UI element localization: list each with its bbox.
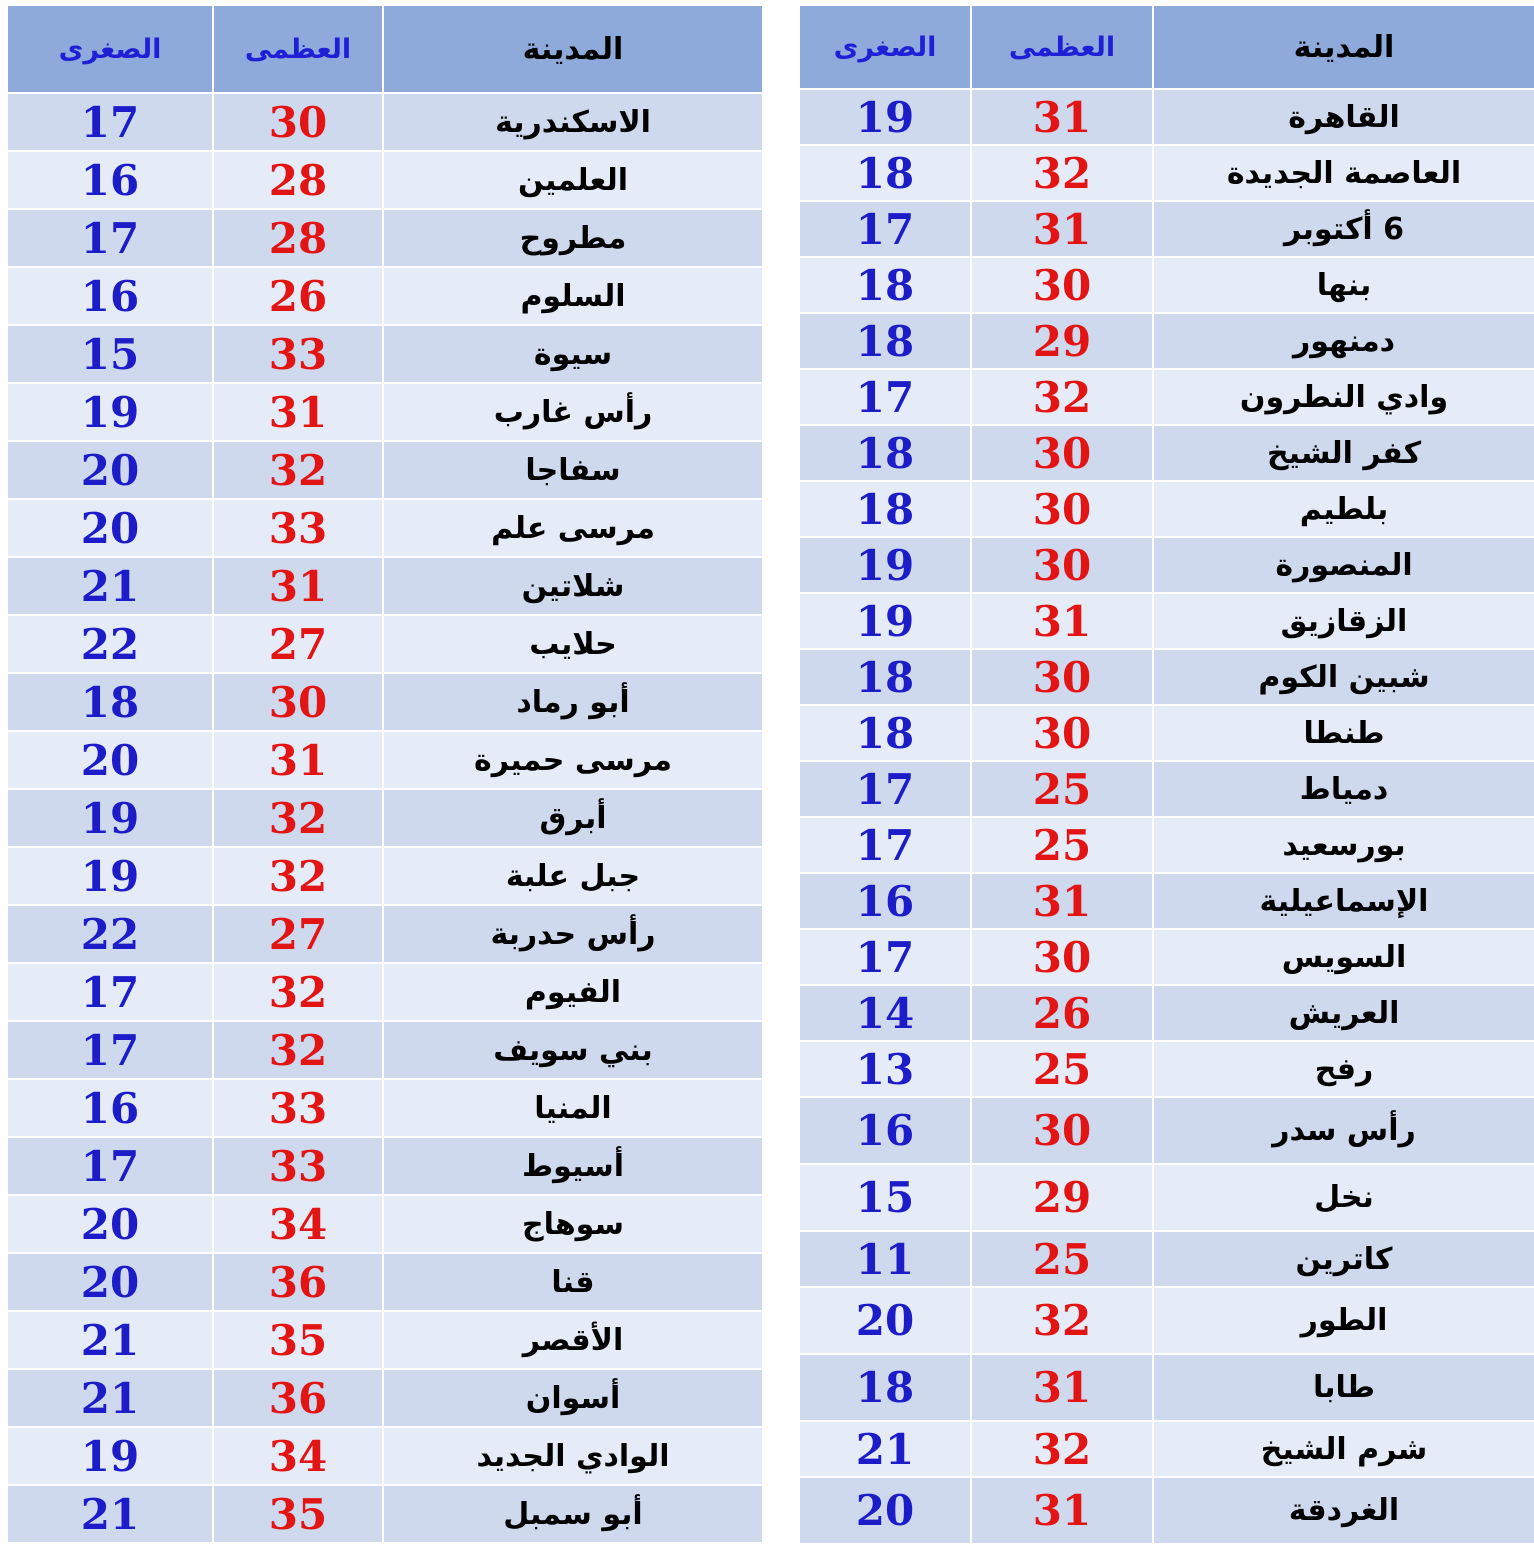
max-temp-cell: 32	[971, 1421, 1153, 1477]
city-name-cell: أسيوط	[383, 1137, 763, 1195]
city-name-cell: الغردقة	[1153, 1477, 1534, 1544]
city-name-cell: السلوم	[383, 267, 763, 325]
table-row	[799, 761, 1534, 817]
city-name-cell: الاسكندرية	[383, 93, 763, 151]
min-temp-cell: 17	[799, 929, 971, 985]
max-temp-cell: 36	[213, 1253, 383, 1311]
max-temp-cell: 28	[213, 209, 383, 267]
table-row	[7, 209, 763, 267]
min-temp-cell: 18	[799, 1354, 971, 1421]
city-name-cell: الزقازيق	[1153, 593, 1534, 649]
city-name-cell: العريش	[1153, 985, 1534, 1041]
table-row	[7, 1369, 763, 1427]
table-row	[799, 1231, 1534, 1287]
table-row	[799, 649, 1534, 705]
min-temp-cell: 18	[7, 673, 213, 731]
max-temp-cell: 34	[213, 1195, 383, 1253]
table-row	[799, 705, 1534, 761]
min-temp-cell: 19	[7, 789, 213, 847]
table-row	[7, 615, 763, 673]
city-name-cell: مطروح	[383, 209, 763, 267]
min-temp-cell: 18	[799, 145, 971, 201]
min-temp-cell: 14	[799, 985, 971, 1041]
max-temp-cell: 31	[213, 383, 383, 441]
city-name-cell: قنا	[383, 1253, 763, 1311]
table-row	[799, 313, 1534, 369]
min-temp-cell: 20	[799, 1477, 971, 1544]
left-temperature-table	[6, 4, 764, 1544]
min-temp-cell: 20	[7, 441, 213, 499]
min-temp-cell: 17	[7, 963, 213, 1021]
min-temp-cell: 17	[7, 93, 213, 151]
city-name-cell: بورسعيد	[1153, 817, 1534, 873]
max-temp-cell: 36	[213, 1369, 383, 1427]
min-temp-cell: 22	[7, 905, 213, 963]
city-name-cell: رأس غارب	[383, 383, 763, 441]
max-temp-cell: 31	[213, 731, 383, 789]
max-temp-cell: 30	[971, 425, 1153, 481]
min-temp-cell: 20	[7, 499, 213, 557]
max-temp-cell: 25	[971, 1041, 1153, 1097]
min-temp-cell: 18	[799, 705, 971, 761]
right-table-body	[799, 89, 1534, 1544]
max-temp-cell: 30	[971, 537, 1153, 593]
min-temp-cell: 19	[7, 383, 213, 441]
city-name-cell: نخل	[1153, 1164, 1534, 1231]
city-name-cell: رأس سدر	[1153, 1097, 1534, 1164]
max-temp-cell: 33	[213, 1079, 383, 1137]
table-row	[7, 267, 763, 325]
min-temp-cell: 17	[799, 201, 971, 257]
max-temp-cell: 31	[971, 1477, 1153, 1544]
left-table-body	[7, 93, 763, 1543]
min-temp-cell: 21	[799, 1421, 971, 1477]
table-row	[7, 93, 763, 151]
min-temp-cell: 20	[7, 731, 213, 789]
min-temp-cell: 17	[799, 761, 971, 817]
table-row	[7, 499, 763, 557]
table-row	[799, 481, 1534, 537]
max-temp-cell: 34	[213, 1427, 383, 1485]
max-temp-cell: 30	[971, 929, 1153, 985]
city-name-cell: المنيا	[383, 1079, 763, 1137]
max-temp-cell: 30	[971, 705, 1153, 761]
table-row	[799, 1164, 1534, 1231]
city-name-cell: الإسماعيلية	[1153, 873, 1534, 929]
min-temp-cell: 19	[7, 1427, 213, 1485]
min-temp-cell: 21	[7, 557, 213, 615]
city-name-cell: الفيوم	[383, 963, 763, 1021]
min-temp-cell: 18	[799, 481, 971, 537]
max-temp-cell: 30	[213, 673, 383, 731]
city-name-cell: سيوة	[383, 325, 763, 383]
city-name-cell: أسوان	[383, 1369, 763, 1427]
city-name-cell: كفر الشيخ	[1153, 425, 1534, 481]
max-temp-cell: 27	[213, 905, 383, 963]
table-row	[7, 1079, 763, 1137]
city-name-cell: سفاجا	[383, 441, 763, 499]
table-row	[799, 1354, 1534, 1421]
max-temp-cell: 29	[971, 313, 1153, 369]
min-temp-cell: 20	[7, 1195, 213, 1253]
city-name-cell: العاصمة الجديدة	[1153, 145, 1534, 201]
city-header: المدينة	[1153, 5, 1534, 89]
min-temp-cell: 17	[799, 369, 971, 425]
max-temp-cell: 30	[213, 93, 383, 151]
table-row	[7, 1137, 763, 1195]
min-temp-cell: 15	[799, 1164, 971, 1231]
city-name-cell: بنها	[1153, 257, 1534, 313]
table-row	[799, 1287, 1534, 1354]
table-row	[799, 257, 1534, 313]
min-temp-cell: 16	[799, 873, 971, 929]
max-temp-cell: 27	[213, 615, 383, 673]
city-name-cell: السويس	[1153, 929, 1534, 985]
city-name-cell: العلمين	[383, 151, 763, 209]
table-row	[7, 383, 763, 441]
max-temp-cell: 25	[971, 761, 1153, 817]
min-temp-cell: 16	[7, 267, 213, 325]
max-temp-cell: 33	[213, 325, 383, 383]
min-header: الصغرى	[799, 5, 971, 89]
city-name-cell: أبو رماد	[383, 673, 763, 731]
table-row	[799, 1041, 1534, 1097]
table-row	[7, 1021, 763, 1079]
header-row	[799, 5, 1534, 89]
min-temp-cell: 20	[799, 1287, 971, 1354]
city-header: المدينة	[383, 5, 763, 93]
max-temp-cell: 31	[971, 201, 1153, 257]
min-temp-cell: 21	[7, 1485, 213, 1543]
city-name-cell: المنصورة	[1153, 537, 1534, 593]
table-row	[799, 817, 1534, 873]
max-temp-cell: 31	[971, 89, 1153, 145]
max-temp-cell: 32	[971, 145, 1153, 201]
max-temp-cell: 32	[971, 1287, 1153, 1354]
city-name-cell: دمنهور	[1153, 313, 1534, 369]
table-row	[799, 537, 1534, 593]
header-row	[7, 5, 763, 93]
city-name-cell: الطور	[1153, 1287, 1534, 1354]
min-temp-cell: 17	[7, 1021, 213, 1079]
table-row	[799, 145, 1534, 201]
max-temp-cell: 31	[213, 557, 383, 615]
min-temp-cell: 21	[7, 1311, 213, 1369]
min-temp-cell: 13	[799, 1041, 971, 1097]
max-temp-cell: 31	[971, 873, 1153, 929]
min-temp-cell: 18	[799, 649, 971, 705]
city-name-cell: وادي النطرون	[1153, 369, 1534, 425]
max-temp-cell: 32	[213, 963, 383, 1021]
max-temp-cell: 25	[971, 1231, 1153, 1287]
min-temp-cell: 21	[7, 1369, 213, 1427]
max-temp-cell: 25	[971, 817, 1153, 873]
city-name-cell: رفح	[1153, 1041, 1534, 1097]
city-name-cell: 6 أكتوبر	[1153, 201, 1534, 257]
max-temp-cell: 32	[213, 847, 383, 905]
table-row	[799, 425, 1534, 481]
max-temp-cell: 30	[971, 481, 1153, 537]
min-temp-cell: 18	[799, 425, 971, 481]
max-temp-cell: 32	[213, 789, 383, 847]
city-name-cell: كاترين	[1153, 1231, 1534, 1287]
table-row	[7, 1311, 763, 1369]
min-header: الصغرى	[7, 5, 213, 93]
table-row	[7, 1195, 763, 1253]
min-temp-cell: 16	[7, 151, 213, 209]
city-name-cell: سوهاج	[383, 1195, 763, 1253]
table-row	[7, 963, 763, 1021]
max-temp-cell: 26	[971, 985, 1153, 1041]
table-row	[7, 325, 763, 383]
max-temp-cell: 35	[213, 1311, 383, 1369]
table-row	[7, 731, 763, 789]
table-row	[799, 985, 1534, 1041]
city-name-cell: بلطيم	[1153, 481, 1534, 537]
max-temp-cell: 35	[213, 1485, 383, 1543]
max-temp-cell: 32	[971, 369, 1153, 425]
table-row	[7, 557, 763, 615]
min-temp-cell: 15	[7, 325, 213, 383]
min-temp-cell: 17	[7, 1137, 213, 1195]
city-name-cell: طابا	[1153, 1354, 1534, 1421]
min-temp-cell: 19	[799, 593, 971, 649]
min-temp-cell: 22	[7, 615, 213, 673]
table-row	[7, 1427, 763, 1485]
max-temp-cell: 29	[971, 1164, 1153, 1231]
table-row	[799, 929, 1534, 985]
max-temp-cell: 33	[213, 1137, 383, 1195]
city-name-cell: طنطا	[1153, 705, 1534, 761]
table-row	[7, 789, 763, 847]
city-name-cell: جبل علبة	[383, 847, 763, 905]
table-row	[799, 89, 1534, 145]
table-row	[799, 873, 1534, 929]
min-temp-cell: 19	[7, 847, 213, 905]
max-temp-cell: 32	[213, 441, 383, 499]
min-temp-cell: 20	[7, 1253, 213, 1311]
table-row	[799, 593, 1534, 649]
max-temp-cell: 33	[213, 499, 383, 557]
table-row	[799, 1097, 1534, 1164]
table-row	[799, 201, 1534, 257]
max-temp-cell: 31	[971, 1354, 1153, 1421]
table-row	[7, 1485, 763, 1543]
right-temperature-table	[798, 4, 1534, 1545]
min-temp-cell: 16	[799, 1097, 971, 1164]
max-temp-cell: 30	[971, 257, 1153, 313]
table-row	[799, 1477, 1534, 1544]
min-temp-cell: 18	[799, 313, 971, 369]
city-name-cell: رأس حدربة	[383, 905, 763, 963]
min-temp-cell: 16	[7, 1079, 213, 1137]
max-header: العظمى	[213, 5, 383, 93]
table-row	[7, 1253, 763, 1311]
table-row	[7, 441, 763, 499]
city-name-cell: شلاتين	[383, 557, 763, 615]
min-temp-cell: 11	[799, 1231, 971, 1287]
city-name-cell: مرسى حميرة	[383, 731, 763, 789]
min-temp-cell: 18	[799, 257, 971, 313]
max-temp-cell: 32	[213, 1021, 383, 1079]
city-name-cell: شرم الشيخ	[1153, 1421, 1534, 1477]
city-name-cell: شبين الكوم	[1153, 649, 1534, 705]
table-row	[7, 847, 763, 905]
min-temp-cell: 19	[799, 537, 971, 593]
max-temp-cell: 26	[213, 267, 383, 325]
max-temp-cell: 30	[971, 649, 1153, 705]
city-name-cell: الوادي الجديد	[383, 1427, 763, 1485]
city-name-cell: أبو سمبل	[383, 1485, 763, 1543]
max-temp-cell: 31	[971, 593, 1153, 649]
max-temp-cell: 28	[213, 151, 383, 209]
table-row	[7, 673, 763, 731]
city-name-cell: بني سويف	[383, 1021, 763, 1079]
table-row	[7, 151, 763, 209]
min-temp-cell: 17	[799, 817, 971, 873]
city-name-cell: أبرق	[383, 789, 763, 847]
city-name-cell: مرسى علم	[383, 499, 763, 557]
table-row	[799, 1421, 1534, 1477]
city-name-cell: القاهرة	[1153, 89, 1534, 145]
min-temp-cell: 17	[7, 209, 213, 267]
table-row	[799, 369, 1534, 425]
city-name-cell: الأقصر	[383, 1311, 763, 1369]
min-temp-cell: 19	[799, 89, 971, 145]
city-name-cell: حلايب	[383, 615, 763, 673]
max-header: العظمى	[971, 5, 1153, 89]
max-temp-cell: 30	[971, 1097, 1153, 1164]
city-name-cell: دمياط	[1153, 761, 1534, 817]
table-row	[7, 905, 763, 963]
